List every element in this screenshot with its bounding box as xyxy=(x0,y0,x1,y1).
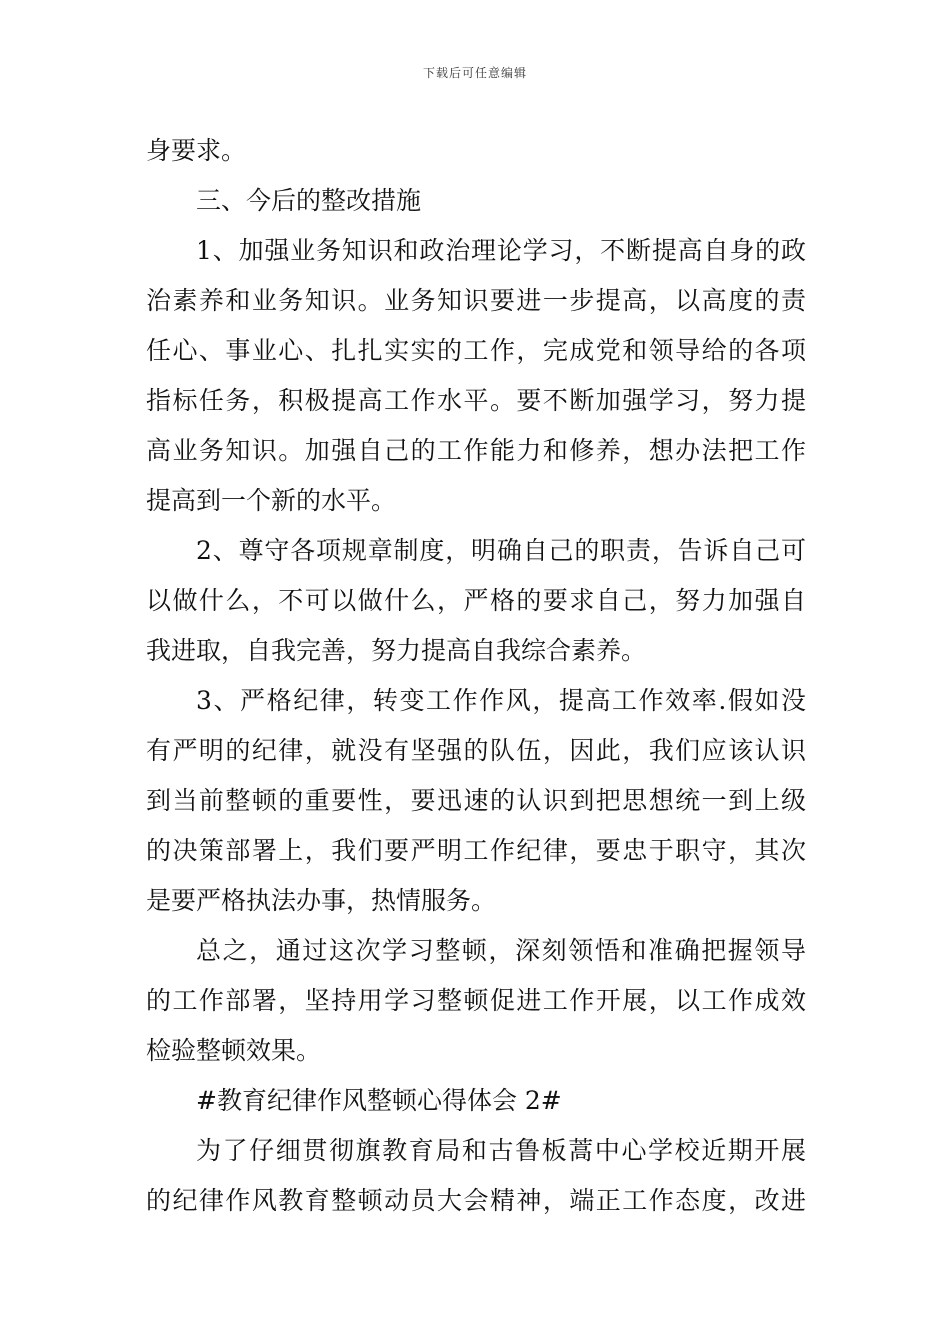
text-line: 身要求。 xyxy=(146,136,247,165)
text-line: 我进取，自我完善，努力提高自我综合素养。 xyxy=(146,636,647,665)
text-line: 到当前整顿的重要性，要迅速的认识到把思想统一到上级 xyxy=(146,786,806,815)
text-line: 的工作部署，坚持用学习整顿促进工作开展，以工作成效 xyxy=(146,986,806,1015)
text-line: #教育纪律作风整顿心得体会 2# xyxy=(196,1086,562,1115)
text-line: 以做什么，不可以做什么，严格的要求自己，努力加强自 xyxy=(146,586,806,615)
page-header: 下载后可任意编辑 xyxy=(422,66,527,80)
text-line: 治素养和业务知识。业务知识要进一步提高，以高度的责 xyxy=(146,286,806,315)
text-line: 的纪律作风教育整顿动员大会精神，端正工作态度，改进 xyxy=(146,1186,806,1215)
text-line: 的决策部署上，我们要严明工作纪律，要忠于职守，其次 xyxy=(146,836,806,865)
text-line: 高业务知识。加强自己的工作能力和修养，想办法把工作 xyxy=(146,436,806,465)
text-line: 任心、事业心、扎扎实实的工作，完成党和领导给的各项 xyxy=(146,336,806,365)
text-line: 是要严格执法办事，热情服务。 xyxy=(146,886,497,915)
text-line: 三、今后的整改措施 xyxy=(196,186,422,215)
text-line: 指标任务，积极提高工作水平。要不断加强学习，努力提 xyxy=(146,386,806,415)
text-line: 1、加强业务知识和政治理论学习，不断提高自身的政 xyxy=(196,236,806,265)
document-body xyxy=(146,126,806,1226)
text-line: 总之，通过这次学习整顿，深刻领悟和准确把握领导 xyxy=(196,936,806,965)
text-line: 2、尊守各项规章制度，明确自己的职责，告诉自己可 xyxy=(196,536,806,565)
text-line: 为了仔细贯彻旗教育局和古鲁板蒿中心学校近期开展 xyxy=(196,1136,806,1165)
text-line: 检验整顿效果。 xyxy=(146,1036,322,1065)
text-line: 提高到一个新的水平。 xyxy=(146,486,397,515)
text-line: 3、严格纪律，转变工作作风，提高工作效率.假如没 xyxy=(196,686,806,715)
text-line: 有严明的纪律，就没有坚强的队伍，因此，我们应该认识 xyxy=(146,736,806,765)
